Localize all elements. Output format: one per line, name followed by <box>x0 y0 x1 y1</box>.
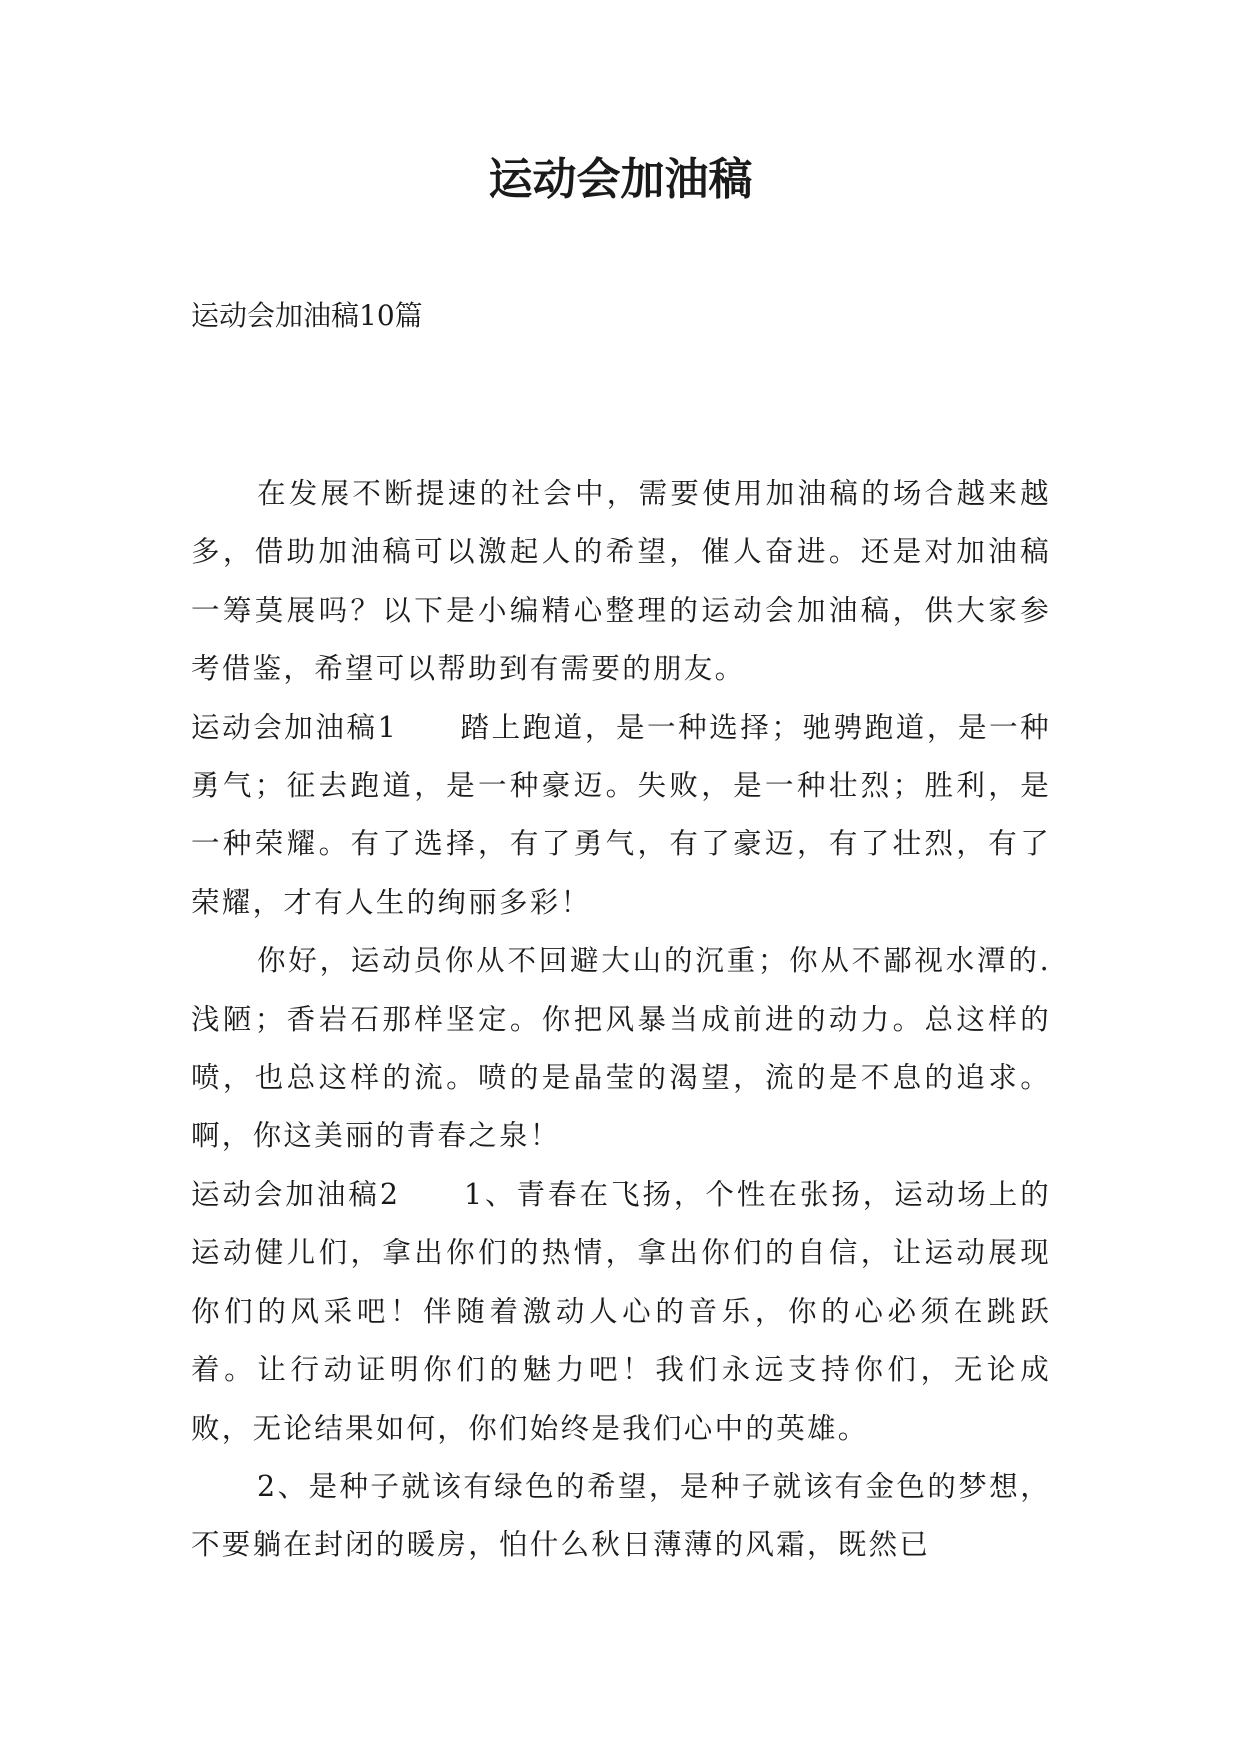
document-body <box>191 465 1051 1575</box>
paragraph-intro: 在发展不断提速的社会中，需要使用加油稿的场合越来越多，借助加油稿可以激起人的希望，催人奋进。还是对加油稿一筹莫展吗？以下是小编精心整理的运动会加油稿，供大家参考借鉴，希望可以帮助到有需要的朋友。 <box>191 477 1051 686</box>
paragraph-section-1: 运动会加油稿1 踏上跑道，是一种选择；驰骋跑道，是一种勇气；征去跑道，是一种豪迈。失败，是一种壮烈；胜利，是一种荣耀。有了选择，有了勇气，有了豪迈，有了壮烈，有了荣耀，才有人生的绚丽多彩！ <box>191 710 1051 919</box>
document-title: 运动会加油稿 <box>488 154 753 205</box>
paragraph-section-2: 运动会加油稿2 1、青春在飞扬，个性在张扬，运动场上的运动健儿们，拿出你们的热情，拿出你们的自信，让运动展现你们的风采吧！伴随着激动人心的音乐，你的心必须在跳跃着。让行动证明你们的魅力吧！我们永远支持你们，无论成败，无论结果如何，你们始终是我们心中的英雄。 <box>191 1177 1051 1445</box>
paragraph-seed: 2、是种子就该有绿色的希望，是种子就该有金色的梦想，不要躺在封闭的暖房，怕什么秋日薄薄的风霜，既然已 <box>191 1469 1051 1562</box>
paragraph-athlete: 你好，运动员你从不回避大山的沉重；你从不鄙视水潭的.浅陋；香岩石那样坚定。你把风暴当成前进的动力。总这样的喷，也总这样的流。喷的是晶莹的渴望，流的是不息的追求。啊，你这美丽的青春之泉！ <box>191 944 1051 1153</box>
document-subtitle: 运动会加油稿10篇 <box>191 299 423 332</box>
